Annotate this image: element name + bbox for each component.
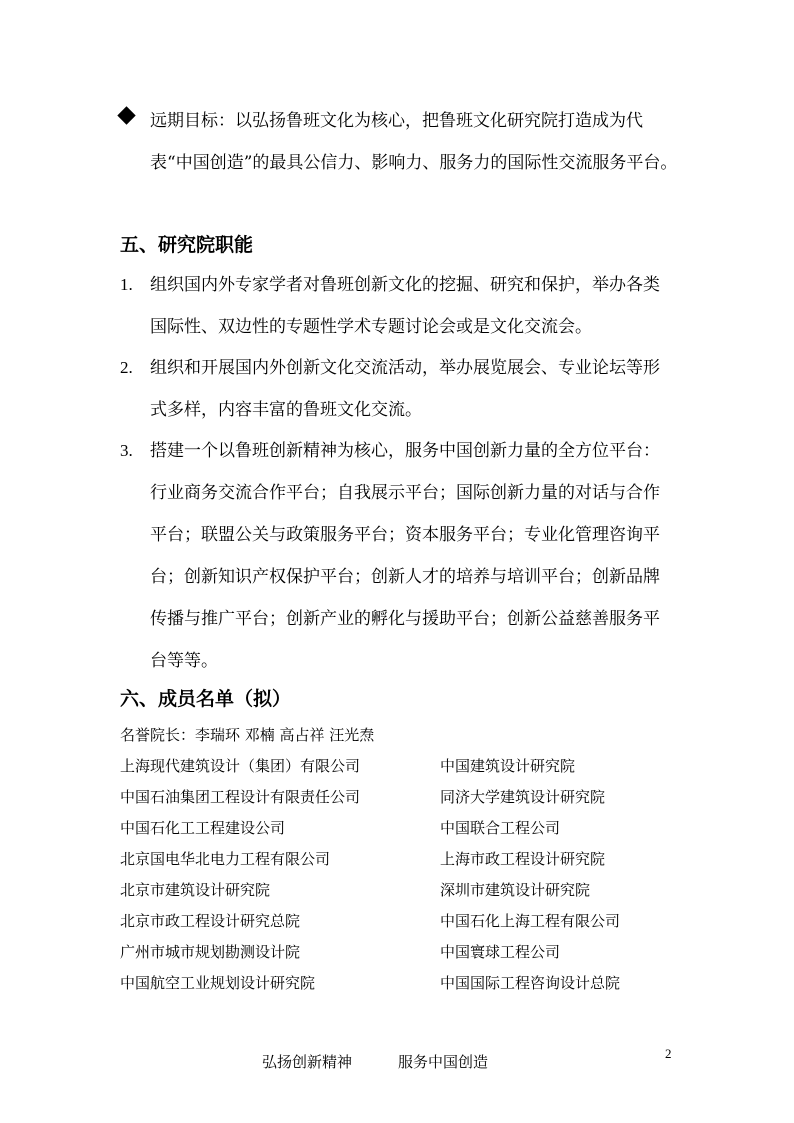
item-text: 搭建一个以鲁班创新精神为核心，服务中国创新力量的全方位平台：行业商务交流合作平台；自我展示平台；国际创新力量的对话与合作平台；联盟公关与政策服务平台；资本服务平台；专业化管理咨询平台；创新知识产权保护平台；创新人才的培养与培训平台；创新品牌传播与推广平台；创新产业的孵化与援助平台；创新公益慈善服务平台等等。: [150, 441, 660, 671]
member-left: 北京市政工程设计研究总院: [120, 912, 301, 930]
member-row: [120, 876, 660, 907]
member-row: [120, 814, 660, 845]
member-list: [120, 752, 660, 1000]
member-left: 中国石油集团工程设计有限责任公司: [120, 788, 361, 806]
member-left: 中国航空工业规划设计研究院: [120, 974, 316, 992]
member-row: [120, 938, 660, 969]
member-right: 中国寰球工程公司: [440, 943, 561, 961]
function-item-2: [120, 347, 675, 431]
footer-slogan-right: 服务中国创造: [398, 1053, 489, 1071]
item-text: 组织和开展国内外创新文化交流活动，举办展览展会、专业论坛等形式多样，内容丰富的鲁班文化交流。: [150, 358, 660, 420]
function-item-3: [120, 430, 675, 682]
member-right: 中国石化上海工程有限公司: [440, 912, 621, 930]
section6-heading: 六、成员名单（拟）: [120, 688, 292, 710]
long-term-goal: [120, 100, 680, 184]
member-row: [120, 783, 660, 814]
item-number: 2.: [120, 358, 133, 377]
member-right: 同济大学建筑设计研究院: [440, 788, 606, 806]
member-row: [120, 752, 660, 783]
long-term-goal-text: 远期目标：以弘扬鲁班文化为核心，把鲁班文化研究院打造成为代表“中国创造”的最具公信力、影响力、服务力的国际性交流服务平台。: [150, 111, 678, 173]
member-left: 北京国电华北电力工程有限公司: [120, 850, 331, 868]
footer-slogan-left: 弘扬创新精神: [262, 1053, 353, 1071]
page-number: 2: [665, 1046, 672, 1061]
member-left: 中国石化工工程建设公司: [120, 819, 286, 837]
member-right: 中国建筑设计研究院: [440, 757, 576, 775]
member-row: [120, 969, 660, 1000]
item-text: 组织国内外专家学者对鲁班创新文化的挖掘、研究和保护，举办各类国际性、双边性的专题性学术专题讨论会或是文化交流会。: [150, 275, 660, 337]
member-left: 北京市建筑设计研究院: [120, 881, 271, 899]
function-item-1: [120, 264, 675, 348]
member-right: 中国联合工程公司: [440, 819, 561, 837]
member-row: [120, 845, 660, 876]
honorary-presidents: 名誉院长：李瑞环 邓楠 高占祥 汪光焘: [120, 726, 375, 744]
diamond-bullet-icon: [117, 106, 135, 124]
section5-heading: 五、研究院职能: [120, 234, 254, 256]
member-right: 深圳市建筑设计研究院: [440, 881, 591, 899]
member-left: 上海现代建筑设计（集团）有限公司: [120, 757, 361, 775]
member-right: 上海市政工程设计研究院: [440, 850, 606, 868]
item-number: 1.: [120, 275, 133, 294]
item-number: 3.: [120, 441, 133, 460]
member-left: 广州市城市规划勘测设计院: [120, 943, 301, 961]
member-row: [120, 907, 660, 938]
member-right: 中国国际工程咨询设计总院: [440, 974, 621, 992]
